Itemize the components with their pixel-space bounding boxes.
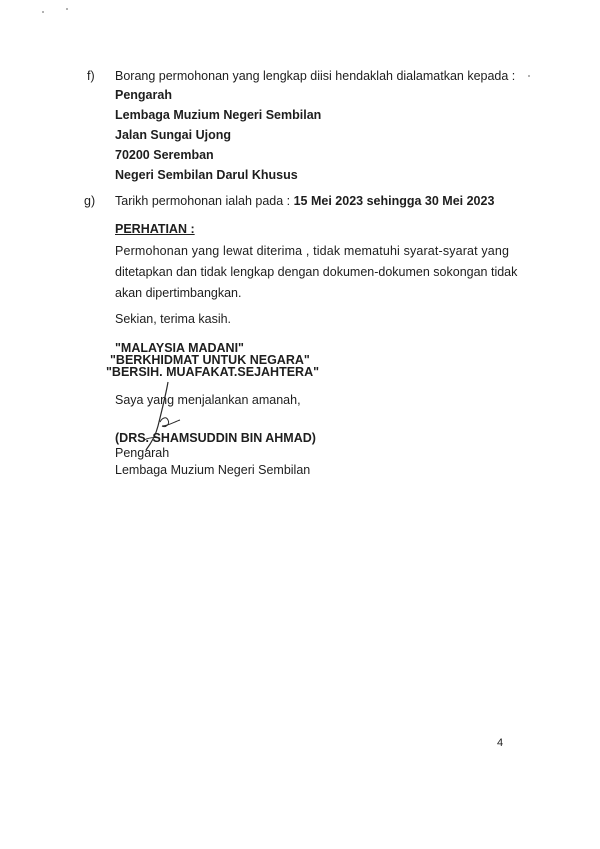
item-g-label: Tarikh permohonan ialah pada :: [115, 194, 291, 208]
slogan-line: "BERKHIDMAT UNTUK NEGARA": [110, 353, 310, 367]
address-line: Lembaga Muzium Negeri Sembilan: [115, 108, 322, 122]
item-g-marker: g): [84, 194, 96, 208]
address-line: 70200 Seremban: [115, 148, 214, 162]
slogan-line: "BERSIH. MUAFAKAT.SEJAHTERA": [106, 365, 320, 379]
notice-heading: PERHATIAN :: [115, 222, 195, 236]
notice-line: akan dipertimbangkan.: [115, 286, 242, 300]
valediction: Saya yang menjalankan amanah,: [115, 393, 301, 407]
notice-line: ditetapkan dan tidak lengkap dengan dokumen-dokumen sokongan tidak: [115, 265, 518, 279]
page-number: 4: [497, 737, 504, 749]
application-dates: 15 Mei 2023 sehingga 30 Mei 2023: [293, 194, 495, 208]
closing-text: Sekian, terima kasih.: [115, 312, 232, 326]
scan-speck: [528, 75, 530, 77]
address-line: Pengarah: [115, 88, 172, 102]
signatory-title: Pengarah: [115, 446, 170, 460]
address-line: Negeri Sembilan Darul Khusus: [115, 168, 298, 182]
item-g-text: [115, 194, 494, 208]
item-f-intro: Borang permohonan yang lengkap diisi hendaklah dialamatkan kepada :: [115, 69, 516, 83]
scan-speck: [66, 8, 68, 10]
scan-speck: [42, 11, 44, 13]
signatory-organization: Lembaga Muzium Negeri Sembilan: [115, 463, 311, 477]
item-f-marker: f): [87, 69, 95, 83]
address-line: Jalan Sungai Ujong: [115, 128, 231, 142]
slogan-line: "MALAYSIA MADANI": [115, 341, 244, 355]
signatory-name: (DRS. SHAMSUDDIN BIN AHMAD): [115, 431, 316, 445]
notice-line: Permohonan yang lewat diterima , tidak mematuhi syarat-syarat yang: [115, 244, 510, 258]
